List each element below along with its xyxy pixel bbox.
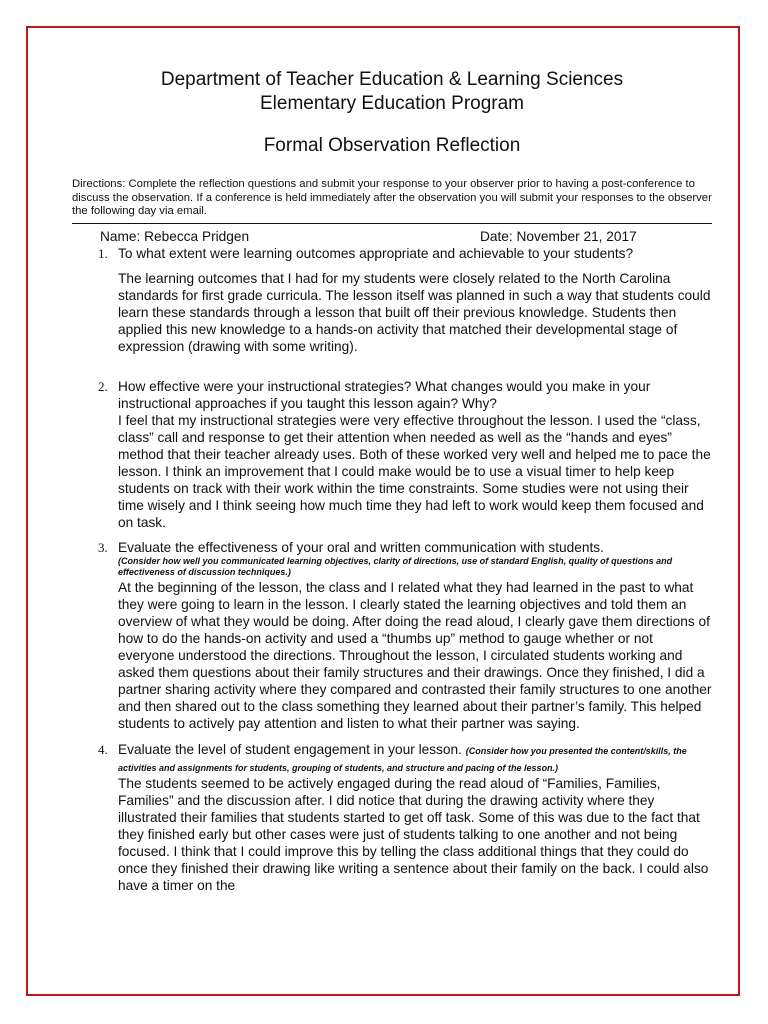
department-name: Department of Teacher Education & Learning Sciences	[160, 69, 624, 90]
question-number: 3.	[98, 539, 108, 555]
program-name: Elementary Education Program	[259, 93, 524, 114]
answer-text: The students seemed to be actively engaged during the read aloud of “Families, Families, Families” and the discussion after. I did notice that during the drawing activity where they illustrated their families that students started to get off task. Some of this was due to the fact that they finished early but other cases were just of students talking to one another and not being focused. I think that I could improve this by telling the class additional things that they could do once they finished their drawing like writing a sentence about their family on the back. I could also have a timer on the	[118, 775, 709, 893]
question-text: How effective were your instructional strategies? What changes would you make in your instructional approaches if you taught this lesson again? Why?	[118, 378, 651, 411]
observation-date: Date: November 21, 2017	[480, 228, 637, 244]
answer-text: The learning outcomes that I had for my students were closely related to the North Carolina standards for first grade curricula. The lesson itself was planned in such a way that students could learn these standards through a lesson that built off their previous knowledge. Students then applied this new knowledge to a hands-on activity that matched their developmental stage of expression (drawing with some writing).	[118, 270, 711, 354]
question-number: 1.	[98, 245, 108, 261]
answer-text: I feel that my instructional strategies were very effective throughout the lesson. I used the “class, class” call and response to get their attention when needed as well as the “hands and eyes” method that their teacher already uses. Both of these worked very well and helped me to pace the lesson. I think an improvement that I could make would be to use a visual timer to help keep students on track with their work within the time constraints. Some studies were not using their time wisely and I think seeing how much time they had left to work would keep them focused and on task.	[118, 412, 711, 530]
document-body	[72, 28, 712, 894]
question-item-4	[72, 741, 712, 894]
question-text: To what extent were learning outcomes appropriate and achievable to your students?	[118, 245, 634, 261]
student-name: Name: Rebecca Pridgen	[100, 228, 250, 244]
question-number: 2.	[98, 378, 108, 394]
question-number: 4.	[98, 741, 108, 757]
question-item-1	[72, 245, 712, 355]
question-item-2	[72, 378, 712, 531]
directions-text: Directions: Complete the reflection questions and submit your response to your observer prior to having a post-conference to discuss the observation. If a conference is held immediately after the observation you will submit your responses to the observer the following day via email.	[72, 178, 712, 224]
meta-row	[100, 228, 712, 245]
question-text: Evaluate the effectiveness of your oral and written communication with students.	[118, 539, 604, 555]
question-item-3	[72, 539, 712, 732]
answer-text: At the beginning of the lesson, the class and I related what they had learned in the past to what they were going to learn in the lesson. I clearly stated the learning objectives and told them an overview of what they would be doing. After doing the read aloud, I clearly gave them directions of how to do the hands-on activity and used a “thumbs up” method to gauge whether or not everyone understood the directions. Throughout the lesson, I circulated students working and asked them questions about their family structures and their drawings. Once they finished, I did a partner sharing activity where they compared and contrasted their family structures to one another and then shared out to the class something they learned about their partner’s family. This helped students to actively pay attention and listen to what their partner was saying.	[118, 579, 712, 731]
question-text	[118, 741, 712, 775]
form-title: Formal Observation Reflection	[263, 135, 521, 156]
page-border	[26, 26, 740, 996]
question-note: (Consider how well you communicated learning objectives, clarity of directions, use of standard English, quality of questions and effectiveness of discussion techniques.)	[118, 555, 673, 577]
question-main: Evaluate the level of student engagement in your lesson.	[118, 741, 462, 757]
question-note: (Consider how you presented the content/skills, the activities and assignments for students, grouping of students, and structure and pacing of the lesson.)	[118, 745, 687, 773]
